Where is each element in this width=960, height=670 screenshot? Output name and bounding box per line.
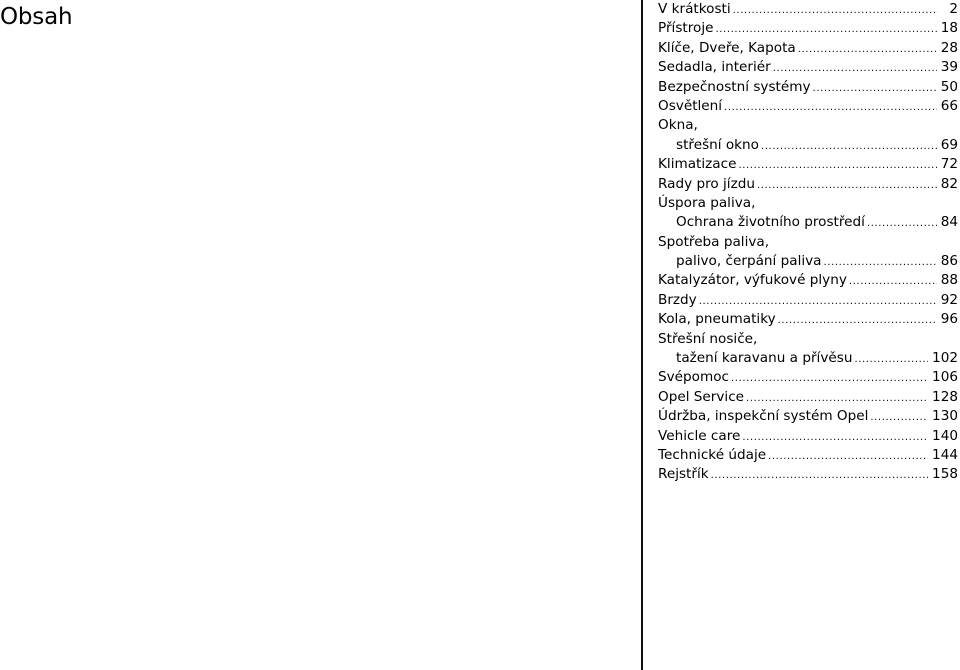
toc-entry-line xyxy=(658,19,958,38)
toc-entry-line xyxy=(658,155,958,174)
toc-entry[interactable] xyxy=(658,407,958,426)
toc-entry-label: Přístroje xyxy=(658,20,714,37)
toc-entry-page-number: 82 xyxy=(940,175,958,192)
toc-entry[interactable] xyxy=(658,446,958,465)
toc-entry-page-number: 106 xyxy=(932,369,958,386)
dot-leader xyxy=(778,311,937,330)
dot-leader xyxy=(870,408,928,427)
toc-entry-page-number: 72 xyxy=(940,156,958,173)
toc-entry-page-number: 140 xyxy=(932,427,958,444)
toc-entry-line xyxy=(658,427,958,446)
dot-leader xyxy=(699,292,937,311)
toc-entry-line xyxy=(658,271,958,290)
toc-entry-label: Vehicle care xyxy=(658,427,741,444)
column-divider xyxy=(641,0,643,670)
toc-entry-page-number: 50 xyxy=(940,78,958,95)
toc-entry-page-number: 92 xyxy=(940,291,958,308)
dot-leader xyxy=(824,253,937,272)
toc-entry-line xyxy=(658,388,958,407)
toc-entry[interactable] xyxy=(658,58,958,77)
dot-leader xyxy=(773,59,937,78)
dot-leader xyxy=(798,40,937,59)
toc-entry-title-line: Okna, xyxy=(658,117,698,134)
toc-entry-label: palivo, čerpání paliva xyxy=(676,253,822,270)
toc-entry-page-number: 2 xyxy=(949,1,958,17)
toc-entry-page-number: 144 xyxy=(932,446,958,463)
toc-entry-label: Údržba, inspekční systém Opel xyxy=(658,408,869,425)
toc-entry-page-number: 39 xyxy=(940,59,958,76)
toc-entry-line xyxy=(658,58,958,77)
toc-entry[interactable] xyxy=(658,330,958,369)
toc-entry-page-number: 66 xyxy=(940,97,958,114)
toc-entry-line xyxy=(658,97,958,116)
toc-entry[interactable] xyxy=(658,19,958,38)
dot-leader xyxy=(761,137,937,156)
toc-entry-page-number: 86 xyxy=(940,253,958,270)
toc-entry[interactable] xyxy=(658,97,958,116)
dot-leader xyxy=(733,1,938,20)
toc-entry-line xyxy=(658,349,958,368)
toc-entry-line xyxy=(658,78,958,97)
toc-entry-label: Bezpečnostní systémy xyxy=(658,78,811,95)
toc-entry[interactable] xyxy=(658,271,958,290)
toc-entry[interactable] xyxy=(658,291,958,310)
dot-leader xyxy=(724,98,937,117)
dot-leader xyxy=(757,176,937,195)
dot-leader xyxy=(854,350,928,369)
toc-entry-page-number: 130 xyxy=(932,408,958,425)
toc-entry-page-number: 69 xyxy=(940,136,958,153)
toc-entry-page-number: 18 xyxy=(940,20,958,37)
toc-entry-label: Rady pro jízdu xyxy=(658,175,755,192)
dot-leader xyxy=(715,20,936,39)
toc-entry[interactable] xyxy=(658,388,958,407)
toc-entry-label: Osvětlení xyxy=(658,97,723,114)
toc-entry-label: Rejstřík xyxy=(658,466,709,483)
toc-entry-page-number: 88 xyxy=(940,272,958,289)
toc-entry[interactable] xyxy=(658,175,958,194)
toc-entry-label: střešní okno xyxy=(676,136,759,153)
toc-entry-label: Sedadla, interiér xyxy=(658,59,771,76)
toc-entry-page-number: 28 xyxy=(940,39,958,56)
toc-entry-line xyxy=(658,465,958,484)
toc-entry[interactable] xyxy=(658,194,958,233)
toc-entry-line xyxy=(658,175,958,194)
table-of-contents xyxy=(658,0,958,485)
toc-entry-line xyxy=(658,136,958,155)
toc-entry-page-number: 102 xyxy=(932,350,958,367)
dot-leader xyxy=(711,466,928,485)
page-title: Obsah xyxy=(0,4,73,30)
toc-entry-page-number: 96 xyxy=(940,311,958,328)
toc-entry-line xyxy=(658,368,958,387)
toc-entry-label: Katalyzátor, výfukové plyny xyxy=(658,272,847,289)
toc-entry-line xyxy=(658,252,958,271)
toc-entry[interactable] xyxy=(658,465,958,484)
dot-leader xyxy=(813,79,937,98)
toc-entry[interactable] xyxy=(658,155,958,174)
toc-entry-label: Ochrana životního prostředí xyxy=(676,214,865,231)
dot-leader xyxy=(731,369,928,388)
toc-entry-line xyxy=(658,213,958,232)
toc-entry-label: Technické údaje xyxy=(658,446,767,463)
toc-entry-label: Klíče, Dveře, Kapota xyxy=(658,39,796,56)
toc-entry-page-number: 158 xyxy=(932,466,958,483)
toc-entry-page-number: 84 xyxy=(940,214,958,231)
toc-entry-label: Kola, pneumatiky xyxy=(658,311,776,328)
toc-entry-label: Svépomoc xyxy=(658,369,730,386)
toc-entry-line xyxy=(658,407,958,426)
toc-entry[interactable] xyxy=(658,78,958,97)
toc-entry[interactable] xyxy=(658,427,958,446)
toc-entry-line xyxy=(658,310,958,329)
dot-leader xyxy=(849,272,937,291)
toc-entry-line xyxy=(658,0,958,19)
toc-entry[interactable] xyxy=(658,368,958,387)
dot-leader xyxy=(867,214,937,233)
toc-entry-label: tažení karavanu a přívěsu xyxy=(676,350,853,367)
toc-entry-label: Klimatizace xyxy=(658,156,737,173)
toc-entry-label: Opel Service xyxy=(658,388,745,405)
toc-entry[interactable] xyxy=(658,310,958,329)
toc-entry-label: Brzdy xyxy=(658,291,697,308)
dot-leader xyxy=(746,389,928,408)
toc-entry[interactable] xyxy=(658,39,958,58)
dot-leader xyxy=(738,156,936,175)
toc-entry-line xyxy=(658,39,958,58)
toc-entry[interactable] xyxy=(658,116,958,155)
toc-entry[interactable] xyxy=(658,233,958,272)
toc-entry-page-number: 128 xyxy=(932,388,958,405)
dot-leader xyxy=(742,428,928,447)
toc-entry-label: V krátkosti xyxy=(658,1,731,17)
toc-entry[interactable] xyxy=(658,0,958,19)
toc-entry-title-line: Spotřeba paliva, xyxy=(658,233,770,250)
toc-entry-line xyxy=(658,446,958,465)
toc-entry-line xyxy=(658,291,958,310)
dot-leader xyxy=(768,447,928,466)
toc-entry-title-line: Střešní nosiče, xyxy=(658,330,758,347)
toc-entry-title-line: Úspora paliva, xyxy=(658,194,756,211)
